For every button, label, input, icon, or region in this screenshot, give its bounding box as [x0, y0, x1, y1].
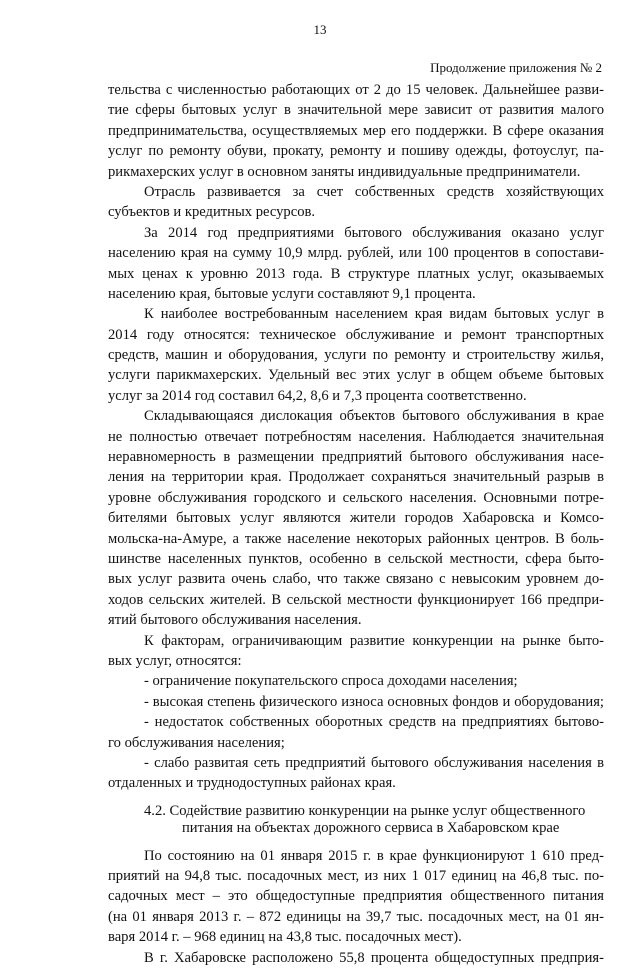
text-line: тельства с численностью работающих от 2 до 15 человек. Дальнейшее разви- — [108, 82, 604, 98]
text-line: предпринимательства, осуществляемых мер его поддержки. В сфере оказания — [108, 122, 604, 139]
list-item: - недостаток собственных оборотных средств на предприятиях бытово- — [144, 714, 604, 731]
text-line: ходов сельских жителей. В сельской местности функционирует 166 предпри- — [108, 591, 604, 608]
text-line: ления на территории края. Продолжает сохраняться значительный разрыв в — [108, 469, 604, 486]
text-line: За 2014 год предприятиями бытового обслуживания оказано услуг — [144, 224, 604, 241]
body-text — [108, 80, 604, 968]
text-line: К наиболее востребованным населением края видам бытовых услуг в — [144, 306, 604, 323]
list-item: - слабо развитая сеть предприятий бытового обслуживания населения в — [144, 754, 604, 771]
text-line: бителями бытовых услуг являются жители городов Хабаровска и Комсо- — [108, 510, 604, 527]
list-item: - высокая степень физического износа основных фондов и оборудования; — [144, 693, 604, 710]
text-line: средств, машин и оборудования, услуги по ремонту и строительству жилья, — [108, 347, 604, 364]
section-heading-line: 4.2. Содействие развитию конкуренции на рынке услуг общественного — [144, 802, 586, 819]
page-number: 13 — [313, 22, 327, 37]
text-line: Отрасль развивается за счет собственных средств хозяйствующих — [144, 183, 604, 200]
text-line: Складывающаяся дислокация объектов бытового обслуживания в крае — [144, 408, 604, 425]
list-item-continuation: го обслуживания населения; — [108, 734, 285, 751]
text-line: приятий на 94,8 тыс. посадочных мест, из них 1 017 единиц на 46,8 тыс. по- — [108, 868, 604, 885]
text-line: населению края, бытовые услуги составляют 9,1 процента. — [108, 285, 476, 302]
text-line: неравномерность в размещении предприятий бытового обслуживания насе- — [108, 449, 604, 466]
appendix-continuation-note: Продолжение приложения № 2 — [430, 60, 602, 75]
text-line: ятий бытового обслуживания населения. — [108, 612, 362, 629]
list-item: - ограничение покупательского спроса доходами населения; — [144, 673, 518, 690]
text-line: мых ценах к уровню 2013 года. В структуре платных услуг, оказываемых — [108, 265, 604, 282]
text-line: услуг по ремонту обуви, прокату, ремонту и пошиву одежды, фотоуслуг, па- — [108, 143, 604, 160]
text-line: мольска-на-Амуре, а также население некоторых районных центров. В боль- — [108, 530, 604, 547]
text-line: По состоянию на 01 января 2015 г. в крае функционируют 1 610 пред- — [144, 847, 604, 864]
text-line: (на 01 января 2013 г. – 872 единицы на 39,7 тыс. посадочных мест, на 01 ян- — [108, 908, 604, 925]
text-line: шинстве населенных пунктов, особенно в сельской местности, сфера быто- — [108, 550, 604, 567]
section-heading-line: питания на объектах дорожного сервиса в Хабаровском крае — [182, 819, 560, 836]
list-item-continuation: отдаленных и труднодоступных районах края. — [108, 775, 396, 792]
text-line: рикмахерских услуг в основном заняты индивидуальные предприниматели. — [108, 163, 581, 180]
text-line: вых услуг развита очень слабо, что также связано с невысоким уровнем до- — [108, 571, 604, 588]
text-line: услуги парикмахерских. Удельный вес этих услуг в общем объеме бытовых — [108, 367, 604, 384]
text-line: К факторам, ограничивающим развитие конкуренции на рынке быто- — [144, 632, 604, 649]
text-line: субъектов и кредитных ресурсов. — [108, 204, 316, 221]
text-line: вых услуг, относятся: — [108, 652, 242, 669]
text-line: уровне обслуживания городского и сельского населения. Основными потре- — [108, 489, 604, 506]
text-line: тие сферы бытовых услуг в значительной мере зависит от развития малого — [108, 102, 604, 119]
text-line: В г. Хабаровске расположено 55,8 процента общедоступных предприя- — [144, 949, 604, 966]
text-line: не полностью отвечает потребностям населения. Наблюдается значительная — [108, 428, 604, 445]
text-line: варя 2014 г. – 968 единиц на 43,8 тыс. посадочных мест). — [108, 929, 462, 946]
text-line: садочных мест – это общедоступные предприятия общественного питания — [108, 888, 604, 905]
text-line: 2014 году относятся: техническое обслуживание и ремонт транспортных — [108, 326, 604, 343]
section-heading — [108, 803, 604, 837]
text-line: услуг за 2014 год составил 64,2, 8,6 и 7,3 процента соответственно. — [108, 387, 527, 404]
text-line: населению края на сумму 10,9 млрд. рублей, или 100 процентов в сопостави- — [108, 245, 604, 262]
